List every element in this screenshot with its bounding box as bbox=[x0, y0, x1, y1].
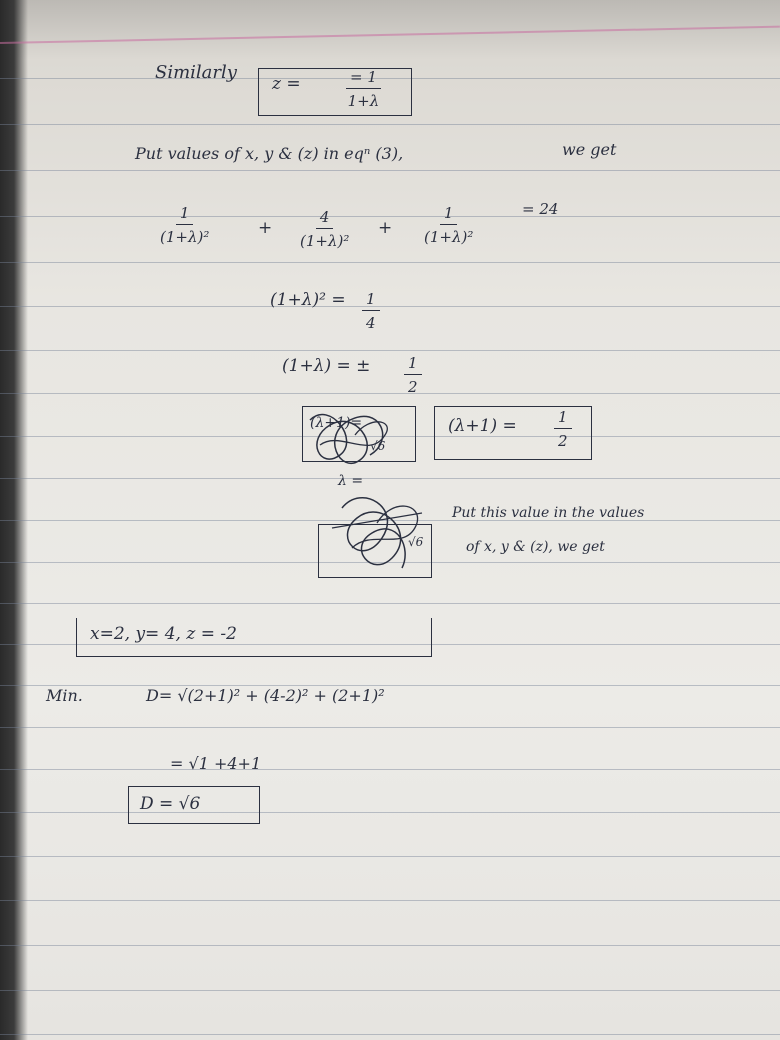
note-line-1: Put this value in the values bbox=[452, 505, 645, 521]
plus-sign-2: + bbox=[378, 218, 393, 238]
ruled-line bbox=[0, 350, 780, 351]
eq-fraction-2-denominator: (1+λ)² bbox=[300, 232, 350, 250]
scribble-mark-1 bbox=[300, 400, 420, 470]
step1-fraction bbox=[362, 290, 380, 332]
ruled-line bbox=[0, 812, 780, 813]
lambda-result-lhs: (λ+1) = bbox=[448, 416, 517, 436]
ruled-line bbox=[0, 1034, 780, 1035]
ruled-line bbox=[0, 945, 780, 946]
similarly-word: Similarly bbox=[155, 62, 237, 83]
z-fraction bbox=[346, 68, 381, 110]
eq-fraction-1-denominator: (1+λ)² bbox=[160, 228, 210, 246]
ruled-line bbox=[0, 769, 780, 770]
lambda-result-numerator: 1 bbox=[554, 408, 572, 429]
eq-fraction-2 bbox=[300, 208, 349, 250]
ruled-line bbox=[0, 306, 780, 307]
eq-fraction-1 bbox=[160, 204, 209, 246]
eq-fraction-3-denominator: (1+λ)² bbox=[424, 228, 474, 246]
top-margin-rule bbox=[0, 26, 780, 44]
plus-sign-1: + bbox=[258, 218, 273, 238]
ruled-line bbox=[0, 262, 780, 263]
z-label: z = bbox=[272, 74, 301, 94]
distance-step: = √1 +4+1 bbox=[170, 754, 262, 773]
note-line-2: of x, y & (z), we get bbox=[466, 539, 605, 555]
step2-fraction bbox=[404, 354, 422, 396]
eq-fraction-3-numerator: 1 bbox=[440, 204, 458, 225]
eq-fraction-3 bbox=[424, 204, 473, 246]
min-label: Min. bbox=[46, 686, 83, 705]
ruled-line bbox=[0, 603, 780, 604]
we-get-text: we get bbox=[562, 140, 617, 159]
ruled-line bbox=[0, 170, 780, 171]
lambda-result-denominator: 2 bbox=[558, 432, 568, 450]
step1-denominator: 4 bbox=[366, 314, 376, 332]
z-fraction-numerator: = 1 bbox=[346, 68, 381, 89]
crossed-out-lambda: λ = bbox=[338, 473, 364, 489]
step2-numerator: 1 bbox=[404, 354, 422, 375]
z-fraction-denominator: 1+λ bbox=[347, 92, 380, 110]
ruled-line bbox=[0, 727, 780, 728]
step2-lhs: (1+λ) = ± bbox=[282, 356, 371, 376]
ruled-line bbox=[0, 856, 780, 857]
crossed-out-den: √6 bbox=[370, 439, 386, 453]
eq-fraction-2-numerator: 4 bbox=[316, 208, 334, 229]
eq-rhs: = 24 bbox=[522, 200, 559, 218]
crossed-out-lhs: (λ+1)= bbox=[310, 415, 363, 431]
ruled-line bbox=[0, 216, 780, 217]
eq-fraction-1-numerator: 1 bbox=[176, 204, 194, 225]
step1-lhs: (1+λ)² = bbox=[270, 290, 346, 310]
step2-denominator: 2 bbox=[408, 378, 418, 396]
crossed-out-root: √6 bbox=[408, 535, 424, 549]
ruled-line bbox=[0, 124, 780, 125]
lambda-result-fraction bbox=[554, 408, 572, 450]
step1-numerator: 1 bbox=[362, 290, 380, 311]
ruled-line bbox=[0, 393, 780, 394]
ruled-line bbox=[0, 685, 780, 686]
ruled-line bbox=[0, 990, 780, 991]
final-answer: D = √6 bbox=[140, 794, 201, 814]
scribble-mark-2 bbox=[322, 478, 432, 578]
distance-equation: D= √(2+1)² + (4-2)² + (2+1)² bbox=[146, 686, 385, 705]
xyz-result: x=2, y= 4, z = -2 bbox=[90, 624, 237, 644]
put-values-text: Put values of x, y & (z) in eqⁿ (3), bbox=[135, 144, 404, 163]
ruled-line bbox=[0, 900, 780, 901]
